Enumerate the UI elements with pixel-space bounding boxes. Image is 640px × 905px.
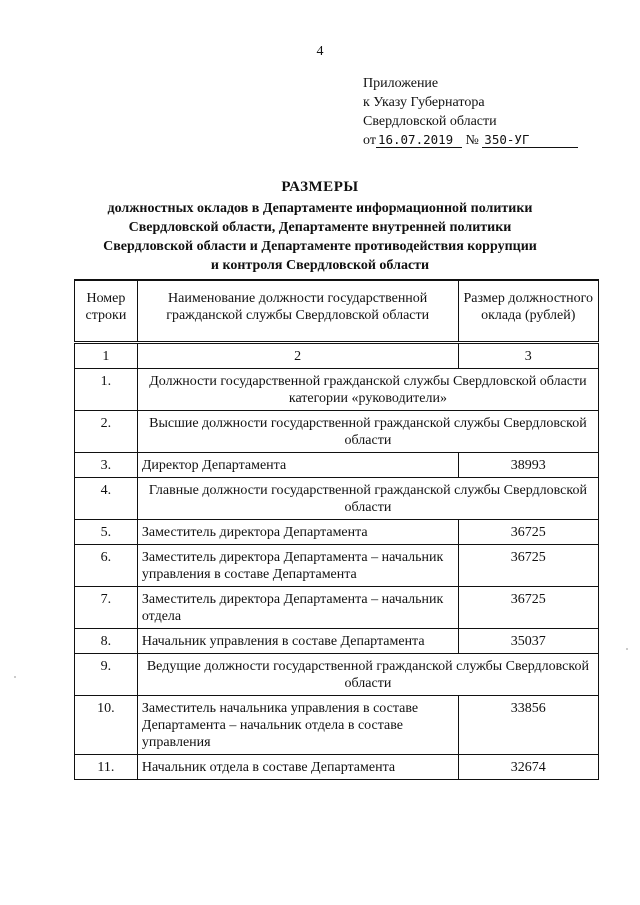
title-line-4: и контроля Свердловской области [210, 258, 430, 273]
column-number-row [75, 343, 599, 369]
decree-number: 350-УГ [482, 132, 578, 148]
scan-speck [626, 648, 628, 650]
position-name: Заместитель начальника управления в составе Департамента – начальник отдела в составе управления [137, 696, 458, 755]
table-row [75, 755, 599, 780]
table-row [75, 520, 599, 545]
position-name: Начальник управления в составе Департамента [137, 629, 458, 654]
salary-value: 36725 [458, 587, 599, 629]
row-number: 3. [75, 453, 138, 478]
column-number-3: 3 [458, 343, 599, 369]
salary-value: 35037 [458, 629, 599, 654]
row-number: 8. [75, 629, 138, 654]
table-section-row [75, 478, 599, 520]
appendix-line-2: к Указу Губернатора [363, 95, 485, 110]
header-salary: Размер должностного оклада (рублей) [458, 280, 599, 343]
table-row [75, 629, 599, 654]
row-number: 2. [75, 411, 138, 453]
appendix-line-1: Приложение [363, 76, 439, 91]
column-number-1: 1 [75, 343, 138, 369]
salary-value: 36725 [458, 545, 599, 587]
position-name: Заместитель директора Департамента – начальник управления в составе Департамента [137, 545, 458, 587]
row-number: 10. [75, 696, 138, 755]
salary-value: 33856 [458, 696, 599, 755]
table-section-row [75, 369, 599, 411]
table-row [75, 545, 599, 587]
row-number: 6. [75, 545, 138, 587]
title-line-3: Свердловской области и Департаменте противодействия коррупции [103, 239, 537, 254]
section-title: Ведущие должности государственной гражданской службы Свердловской области [137, 654, 598, 696]
table-header-row [75, 280, 599, 343]
section-title: Главные должности государственной гражданской службы Свердловской области [137, 478, 598, 520]
salary-value: 32674 [458, 755, 599, 780]
table-row [75, 587, 599, 629]
appendix-date-line [363, 131, 578, 150]
section-title: Должности государственной гражданской службы Свердловской области категории «руководители» [137, 369, 598, 411]
document-title [0, 178, 640, 275]
position-name: Заместитель директора Департамента [137, 520, 458, 545]
row-number: 9. [75, 654, 138, 696]
page-number: 4 [316, 44, 324, 59]
title-line-1: должностных окладов в Департаменте информационной политики [107, 201, 533, 216]
header-position-name: Наименование должности государственной гражданской службы Свердловской области [137, 280, 458, 343]
salary-value: 36725 [458, 520, 599, 545]
position-name: Директор Департамента [137, 453, 458, 478]
row-number: 1. [75, 369, 138, 411]
table-section-row [75, 411, 599, 453]
table-row [75, 453, 599, 478]
row-number: 11. [75, 755, 138, 780]
title-line-2: Свердловской области, Департаменте внутренней политики [128, 220, 512, 235]
position-name: Заместитель директора Департамента – начальник отдела [137, 587, 458, 629]
row-number: 4. [75, 478, 138, 520]
position-name: Начальник отдела в составе Департамента [137, 755, 458, 780]
number-label: № [465, 133, 479, 148]
column-number-2: 2 [137, 343, 458, 369]
header-row-number: Номер строки [75, 280, 138, 343]
table-section-row [75, 654, 599, 696]
decree-date: 16.07.2019 [376, 132, 462, 148]
salary-table [74, 279, 599, 780]
section-title: Высшие должности государственной гражданской службы Свердловской области [137, 411, 598, 453]
appendix-line-3: Свердловской области [363, 114, 497, 129]
from-label: от [363, 133, 376, 148]
scan-speck [14, 676, 16, 678]
row-number: 5. [75, 520, 138, 545]
table-row [75, 696, 599, 755]
appendix-block [363, 74, 578, 150]
title-heading: РАЗМЕРЫ [281, 179, 359, 195]
row-number: 7. [75, 587, 138, 629]
salary-value: 38993 [458, 453, 599, 478]
